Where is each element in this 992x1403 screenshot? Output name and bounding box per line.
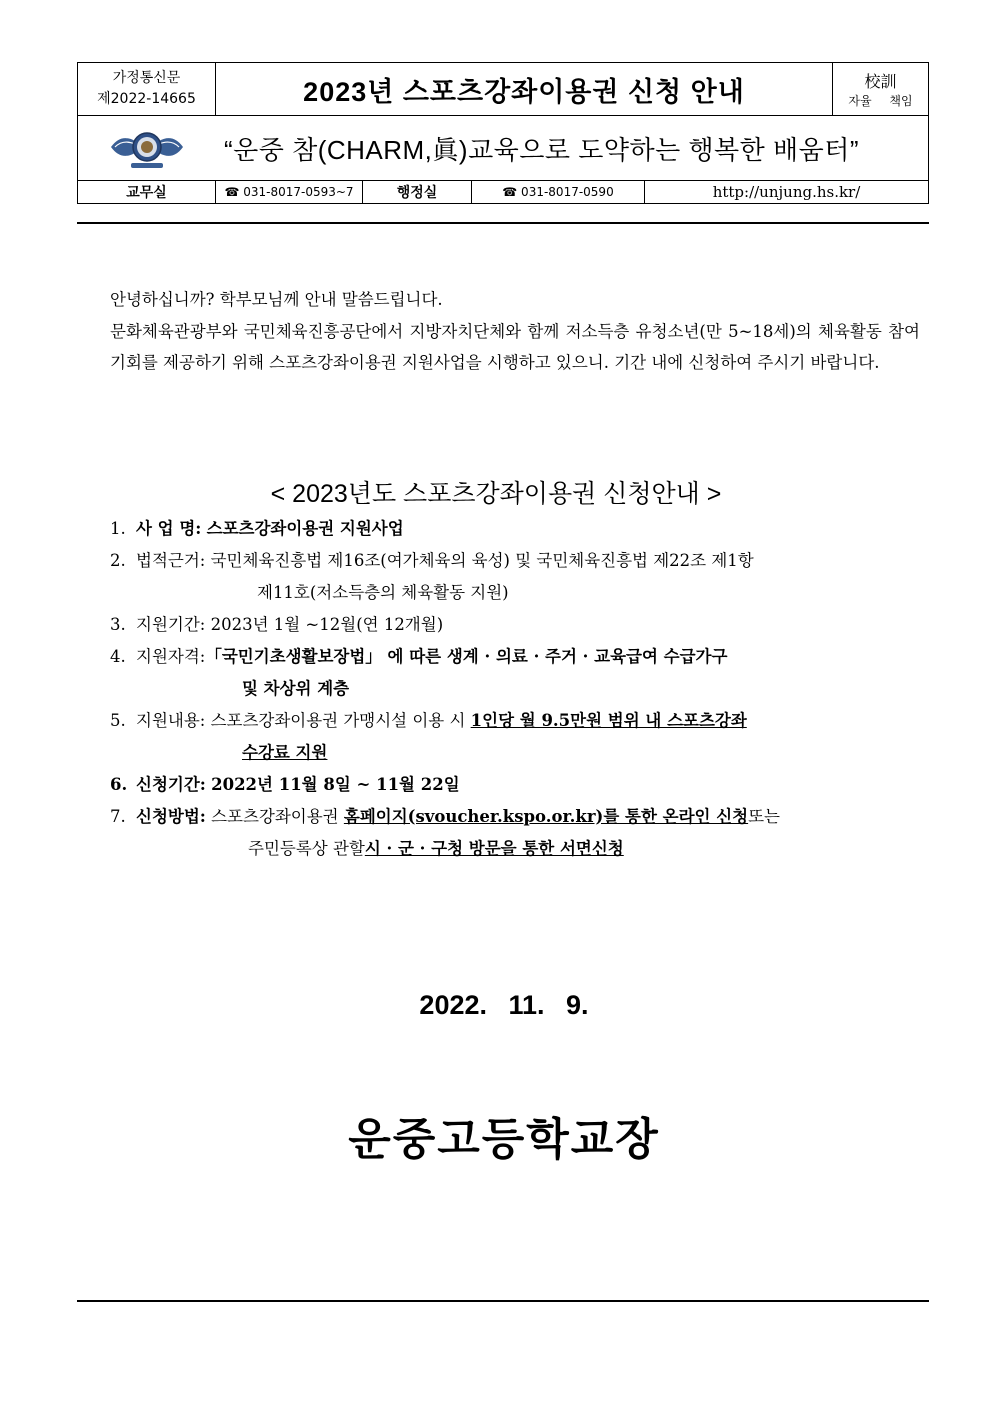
item-number: 5. [110, 711, 126, 730]
school-website[interactable]: http://unjung.hs.kr/ [712, 183, 861, 201]
item-number: 1. [110, 519, 126, 538]
school-logo [78, 125, 215, 171]
top-divider [77, 222, 929, 224]
greeting: 안녕하십니까? 학부모님께 안내 말씀드립니다. [110, 290, 443, 309]
item-value: 2022년 11월 8일 ~ 11월 22일 [211, 775, 460, 794]
item-value: 또는 [748, 807, 780, 826]
item-value-highlight: 1인당 월 9.5만원 범위 내 스포츠강좌 [470, 711, 747, 730]
item-value: 주민등록상 관할 [248, 839, 365, 858]
signer: 운중고등학교장 [348, 1115, 660, 1164]
notice-info [78, 63, 216, 115]
item-label: 지원내용: [136, 711, 206, 730]
office-phone: ☎ 031-8017-0593~7 [216, 181, 363, 203]
item-value: 제11호(저소득층의 체육활동 지원) [257, 583, 509, 602]
item-value: 「국민기초생활보장법」 에 따른 생계 · 의료 · 주거 · 교육급여 수급가구 [205, 647, 728, 666]
bottom-divider [77, 1300, 929, 1302]
school-slogan: “운중 참(CHARM,眞)교육으로 도약하는 행복한 배움터” [223, 134, 860, 165]
contact-row [78, 181, 928, 203]
motto-heading: 校訓 [864, 72, 897, 91]
item-value: 및 차상위 계층 [242, 679, 350, 698]
letterhead-top-row [78, 63, 928, 116]
item-number: 6. [110, 775, 128, 794]
item-value-highlight: 시 · 군 · 구청 방문을 통한 서면신청 [364, 839, 624, 858]
item-value: 국민체육진흥법 제16조(여가체육의 육성) 및 국민체육진흥법 제22조 제1항 [210, 551, 754, 570]
list-item-continuation [110, 833, 925, 865]
item-label: 사 업 명: [136, 519, 202, 538]
item-value-highlight: 수강료 지원 [242, 743, 328, 762]
info-list [110, 513, 925, 865]
item-number: 3. [110, 615, 126, 634]
notice-number: 제2022-14665 [97, 91, 196, 107]
list-item-continuation [110, 737, 925, 769]
intro-text [110, 284, 920, 379]
item-number: 7. [110, 807, 126, 826]
issue-date: 2022. 11. 9. [419, 990, 589, 1020]
item-label: 지원기간: [136, 615, 206, 634]
school-emblem-icon [107, 125, 187, 171]
item-label: 신청방법: [136, 807, 206, 826]
item-value: 스포츠강좌이용권 가맹시설 이용 시 [210, 711, 466, 730]
item-value: 스포츠강좌이용권 지원사업 [206, 519, 404, 538]
item-value-highlight: 홈페이지(svoucher.kspo.or.kr)를 통한 온라인 신청 [343, 807, 749, 826]
item-number: 4. [110, 647, 126, 666]
list-item [110, 609, 925, 641]
item-label: 신청기간: [136, 775, 206, 794]
office-label: 교무실 [78, 181, 216, 203]
intro-paragraph: 문화체육관광부와 국민체육진흥공단에서 지방자치단체와 함께 저소득층 유청소년(만 5~18세)의 체육활동 참여기회를 제공하기 위해 스포츠강좌이용권 지원사업을 시행하고 있으니. 기간 내에 신청하여 주시기 바랍니다. [110, 321, 920, 372]
letterhead-slogan-row [78, 116, 928, 181]
section-title: < 2023년도 스포츠강좌이용권 신청안내 > [270, 480, 722, 508]
list-item [110, 513, 925, 545]
list-item [110, 705, 925, 737]
school-motto [832, 63, 928, 115]
letterhead [77, 62, 929, 204]
admin-label: 행정실 [363, 181, 472, 203]
item-number: 2. [110, 551, 126, 570]
notice-type: 가정통신문 [112, 70, 181, 86]
admin-phone: ☎ 031-8017-0590 [472, 181, 645, 203]
item-label: 법적근거: [136, 551, 206, 570]
list-item-continuation [110, 673, 925, 705]
list-item [110, 545, 925, 577]
list-item [110, 769, 925, 801]
item-label: 지원자격: [136, 647, 206, 666]
list-item [110, 641, 925, 673]
item-value: 스포츠강좌이용권 [211, 807, 339, 826]
item-value: 2023년 1월 ~12월(연 12개월) [210, 615, 444, 634]
document-title: 2023년 스포츠강좌이용권 신청 안내 [303, 76, 745, 107]
motto-text: 자율 책임 [848, 94, 913, 108]
list-item [110, 801, 925, 833]
list-item-continuation [110, 577, 925, 609]
